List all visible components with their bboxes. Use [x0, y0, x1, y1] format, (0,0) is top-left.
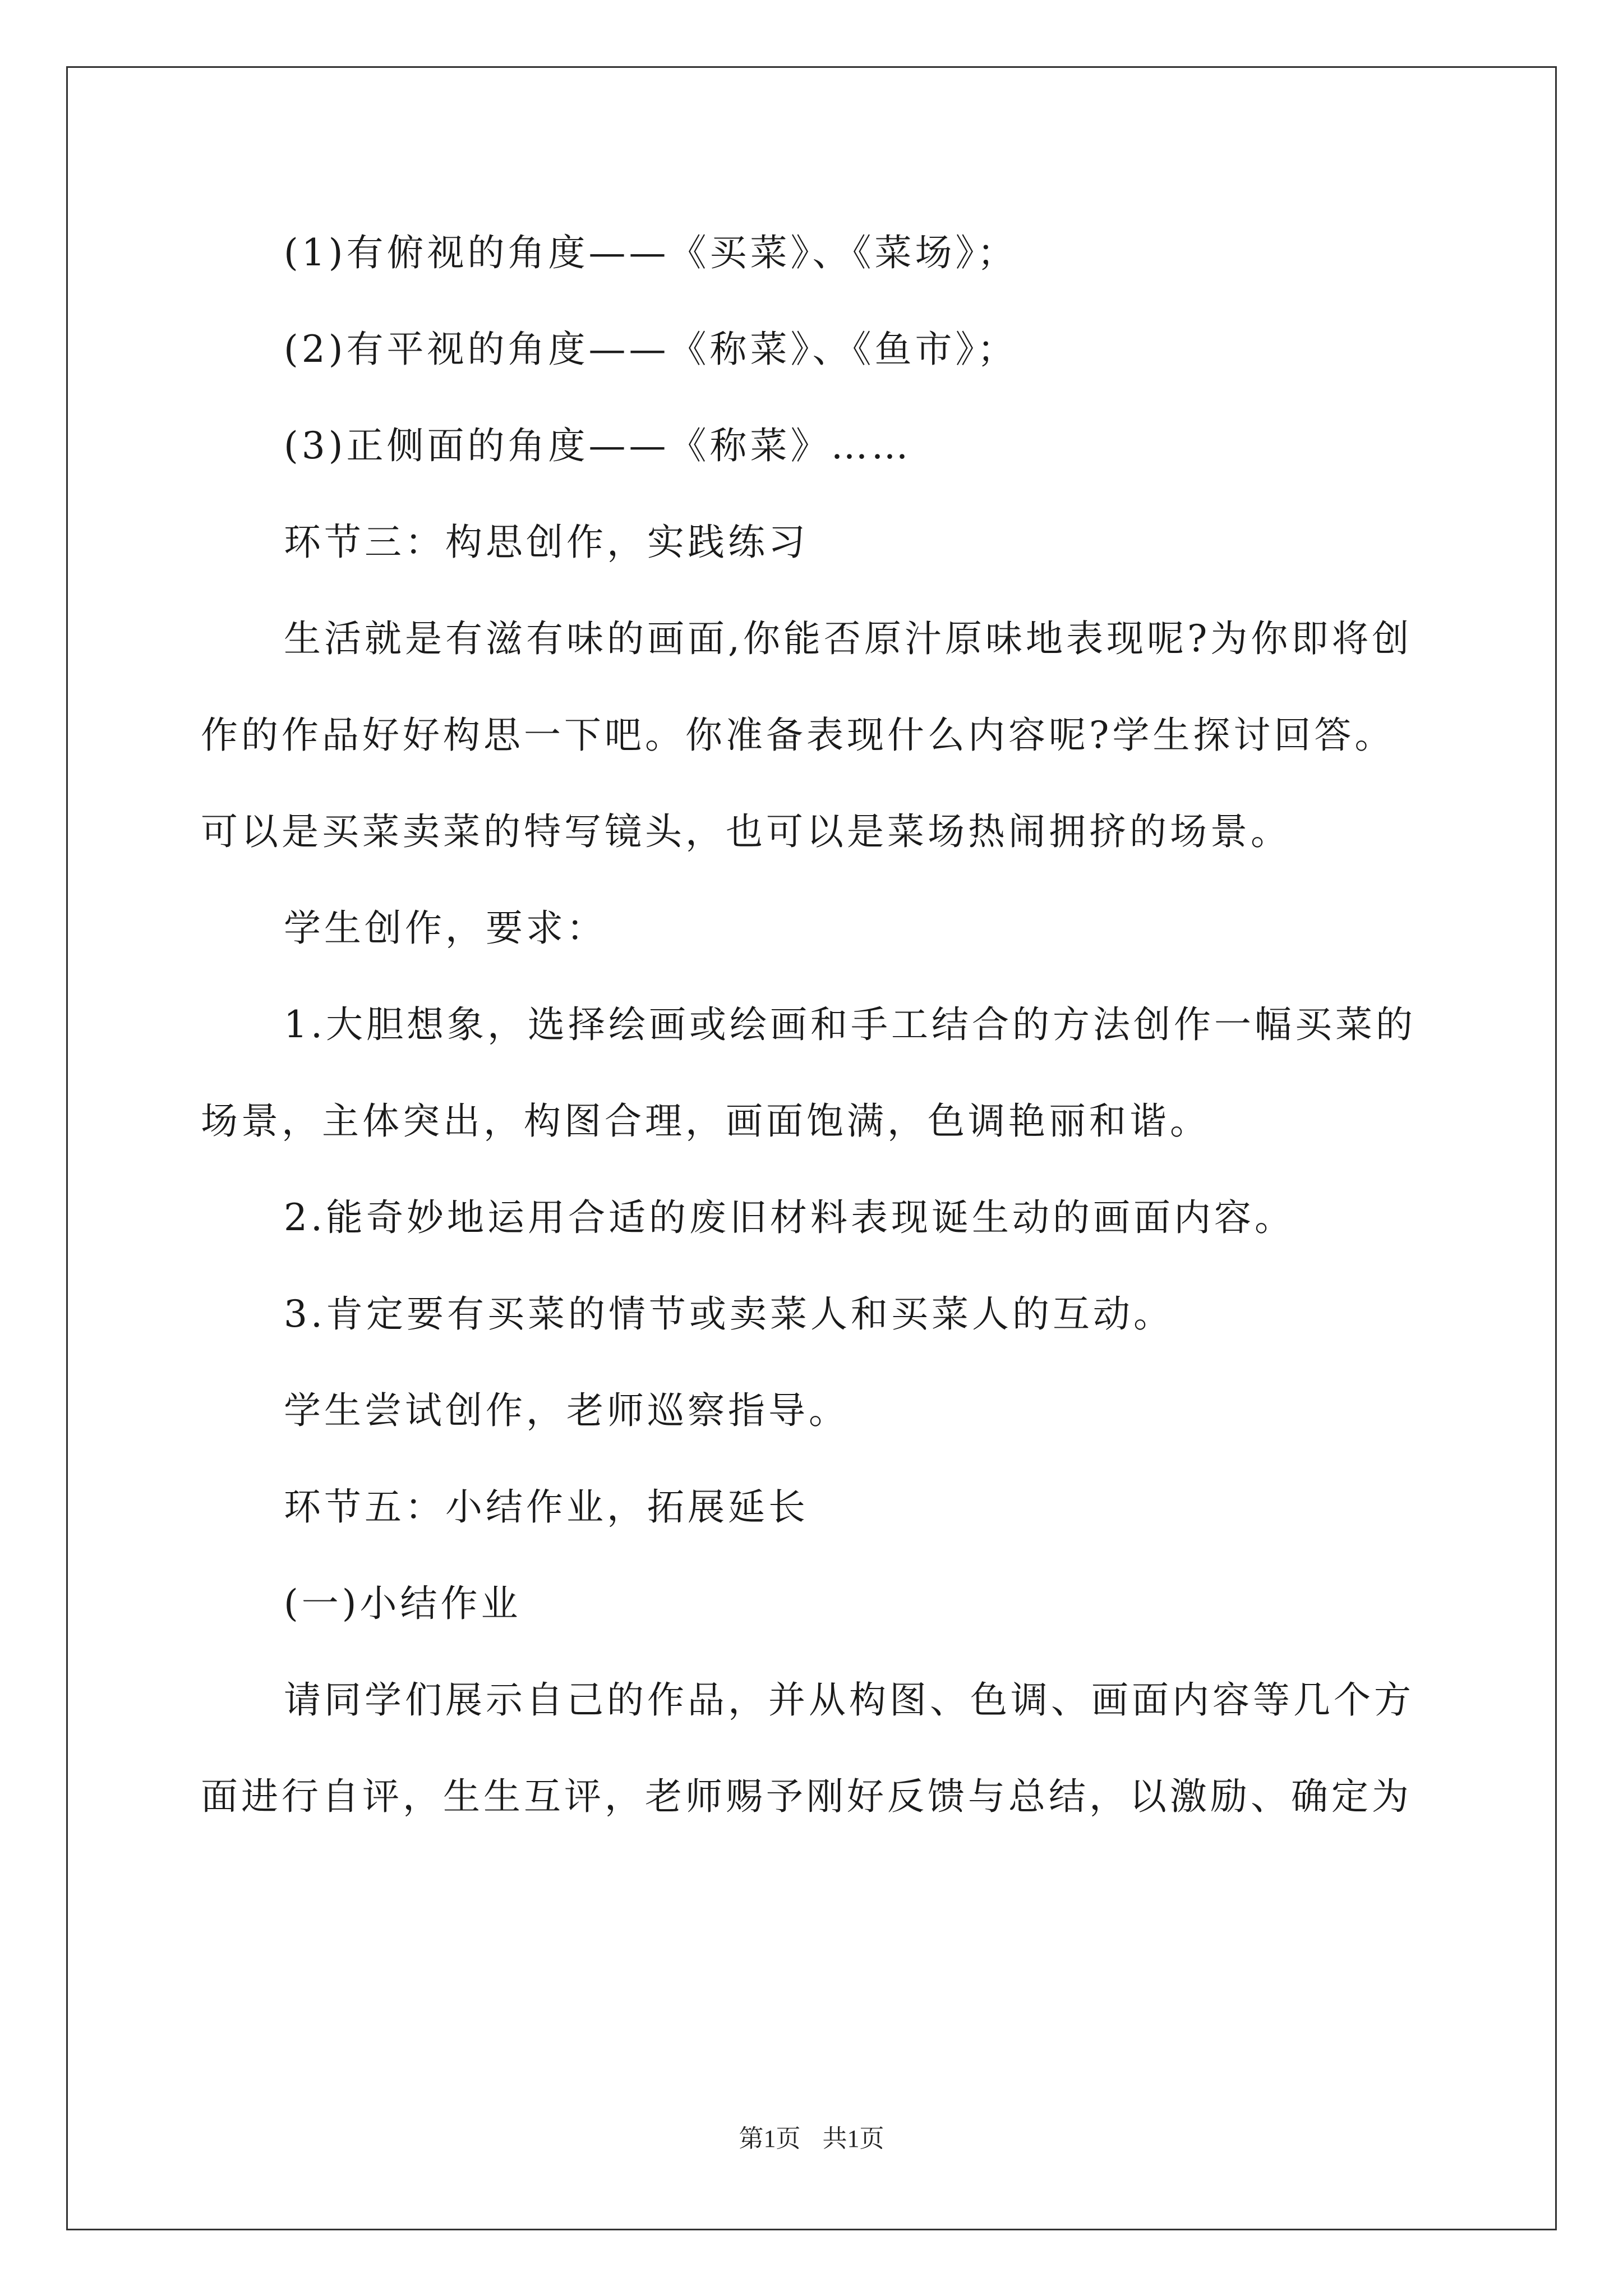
paragraph: 生活就是有滋有味的画面,你能否原汁原味地表现呢?为你即将创作的作品好好构思一下吧。你准备表现什么内容呢?学生探讨回答。可以是买菜卖菜的特写镜头，也可以是菜场热闹拥挤的场景。	[201, 617, 1413, 853]
paragraph: 学生尝试创作，老师巡察指导。	[284, 1389, 849, 1432]
paragraph: (1)有俯视的角度——《买菜》、《菜场》；	[284, 231, 1018, 274]
section-heading: 环节三：构思创作，实践练习	[284, 521, 809, 564]
paragraph: (3)正侧面的角度——《称菜》……	[284, 424, 912, 467]
list-item: 3.肯定要有买菜的情节或卖菜人和买菜人的互动。	[284, 1292, 1174, 1336]
paragraph: (2)有平视的角度——《称菜》、《鱼市》；	[284, 328, 1018, 371]
subsection-heading: (一)小结作业	[284, 1582, 522, 1625]
list-item: 2.能奇妙地运用合适的废旧材料表现诞生动的画面内容。	[284, 1196, 1295, 1239]
page-total: 共1页	[822, 2125, 884, 2152]
page-footer	[0, 2118, 1623, 2154]
page-number: 第1页	[739, 2125, 801, 2152]
paragraph: 请同学们展示自己的作品，并从构图、色调、画面内容等几个方面进行自评，生生互评，老师赐予刚好反馈与总结，以激励、确定为	[201, 1678, 1414, 1818]
section-heading: 环节五：小结作业，拓展延长	[284, 1485, 809, 1529]
paragraph: 学生创作，要求：	[284, 907, 607, 950]
list-item: 1.大胆想象，选择绘画或绘画和手工结合的方法创作一幅买菜的场景，主体突出，构图合理，画面饱满，色调艳丽和谐。	[201, 1003, 1416, 1143]
